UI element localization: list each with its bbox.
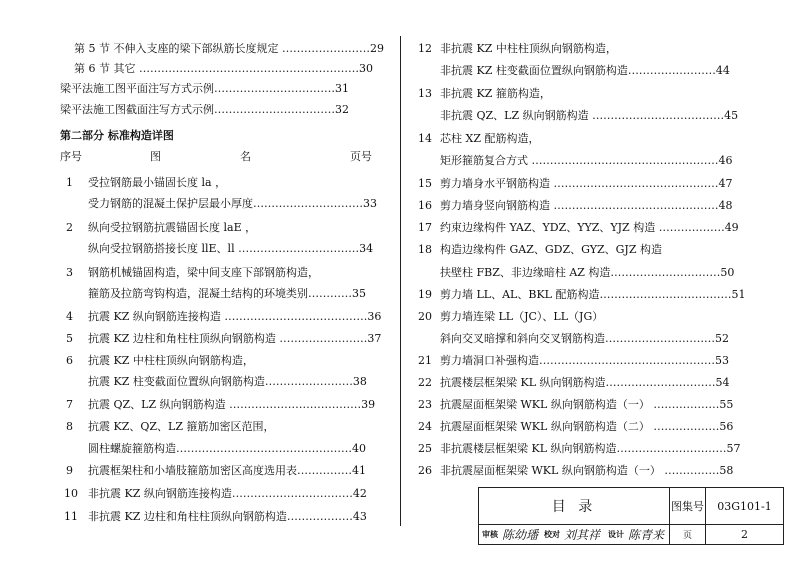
entry-num: 18: [418, 243, 432, 256]
col-seq-header: 序号: [60, 150, 82, 163]
signature-row: [479, 525, 669, 544]
atlas-no-label: 图集号: [671, 500, 704, 513]
entry-num: 17: [418, 221, 432, 234]
page-number: 2: [741, 528, 748, 541]
entry-text: 抗震屋面框架梁 WKL 纵向钢筋构造（二） ………………56: [440, 420, 734, 433]
entry-text: 圆柱螺旋箍筋构造…………………………………………40: [88, 442, 366, 455]
entry-num: 9: [66, 464, 73, 477]
entry-text: 抗震 KZ 柱变截面位置纵向钢筋构造……………………38: [88, 375, 367, 388]
entry-num: 3: [66, 266, 73, 279]
entry-num: 4: [66, 310, 73, 323]
entry-num: 6: [66, 354, 73, 367]
col-page-header: 页号: [350, 150, 372, 163]
entry-num: 12: [418, 42, 432, 55]
entry-text: 非抗震 KZ 箍筋构造，: [440, 87, 551, 100]
entry-num: 11: [64, 510, 78, 523]
check-signature: 刘其祥: [564, 528, 601, 542]
page-label: 页: [682, 531, 692, 541]
entry-num: 14: [418, 132, 432, 145]
entry-text: 构造边缘构件 GAZ、GDZ、GYZ、GJZ 构造: [440, 243, 662, 256]
entry-text: 非抗震 KZ 柱变截面位置纵向钢筋构造……………………44: [440, 64, 730, 77]
entry-text: 剪力墙洞口补强构造…………………………………………53: [440, 354, 729, 367]
entry-text: 箍筋及拉筋弯钩构造，混凝土结构的环境类别…………35: [88, 287, 366, 300]
entry-num: 2: [66, 221, 73, 234]
entry-num: 22: [418, 376, 432, 389]
title-block: [478, 487, 784, 545]
column-divider: [400, 36, 401, 526]
entry-num: 25: [418, 442, 432, 455]
entry-text: 抗震 QZ、LZ 纵向钢筋构造 ………………………………39: [88, 398, 376, 411]
entry-text: 剪力墙身竖向钢筋构造 ………………………………………48: [440, 199, 733, 212]
atlas-no: 03G101-1: [717, 499, 772, 513]
entry-num: 21: [418, 354, 432, 367]
entry-num: 15: [418, 177, 432, 190]
entry-num: 8: [66, 420, 73, 433]
col-fig1-header: 图: [150, 150, 161, 163]
entry-text: 非抗震 KZ 纵向钢筋连接构造……………………………42: [88, 487, 367, 500]
entry-num: 20: [418, 310, 432, 323]
entry-text: 非抗震屋面框架梁 WKL 纵向钢筋构造（一） ……………58: [440, 464, 734, 477]
toc-line: 第 5 节 不伸入支座的梁下部纵筋长度规定 ……………………29: [74, 42, 384, 55]
entry-text: 非抗震 QZ、LZ 纵向钢筋构造 ………………………………45: [440, 109, 739, 122]
entry-num: 13: [418, 87, 432, 100]
entry-text: 斜向交叉暗撑和斜向交叉钢筋构造…………………………52: [440, 332, 729, 345]
entry-text: 抗震 KZ 纵向钢筋连接构造 …………………………………36: [88, 310, 382, 323]
entry-text: 抗震 KZ、QZ、LZ 箍筋加密区范围，: [88, 420, 275, 433]
entry-text: 剪力墙连梁 LL（JC）、LL（JG）: [440, 310, 604, 323]
entry-num: 23: [418, 398, 432, 411]
review-label: 审核: [482, 529, 498, 539]
entry-num: 26: [418, 464, 432, 477]
entry-num: 7: [66, 398, 73, 411]
entry-text: 非抗震 KZ 边柱和角柱柱顶纵向钢筋构造………………43: [88, 510, 367, 523]
entry-text: 矩形箍筋复合方式 ……………………………………………46: [440, 154, 733, 167]
entry-text: 非抗震 KZ 中柱柱顶纵向钢筋构造，: [440, 42, 617, 55]
entry-text: 抗震楼层框架梁 KL 纵向钢筋构造…………………………54: [440, 376, 730, 389]
design-signature: 陈青来: [628, 528, 665, 542]
entry-text: 受力钢筋的混凝土保护层最小厚度…………………………33: [88, 197, 377, 210]
toc-line: 第 6 节 其它 ……………………………………………………30: [74, 62, 373, 75]
entry-num: 16: [418, 199, 432, 212]
entry-text: 抗震 KZ 边柱和角柱柱顶纵向钢筋构造 ……………………37: [88, 332, 382, 345]
entry-text: 抗震框架柱和小墙肢箍筋加密区高度选用表……………41: [88, 464, 366, 477]
entry-text: 剪力墙身水平钢筋构造 ………………………………………47: [440, 177, 733, 190]
entry-text: 纵向受拉钢筋抗震锚固长度 laE ，: [88, 221, 257, 234]
section-heading: 第二部分 标准构造详图: [60, 129, 174, 142]
entry-text: 钢筋机械锚固构造，梁中间支座下部钢筋构造，: [88, 266, 319, 279]
design-label: 设计: [608, 529, 624, 539]
entry-text: 抗震 KZ 中柱柱顶纵向钢筋构造，: [88, 354, 254, 367]
entry-num: 19: [418, 288, 432, 301]
review-signature: 陈幼璠: [502, 528, 539, 542]
drawing-title: 目 录: [551, 499, 597, 515]
entry-num: 1: [66, 176, 73, 189]
check-label: 校对: [544, 529, 560, 539]
col-fig2-header: 名: [240, 150, 251, 163]
entry-text: 芯柱 XZ 配筋构造，: [440, 132, 540, 145]
toc-line: 梁平法施工图平面注写方式示例……………………………31: [60, 82, 349, 95]
entry-num: 5: [66, 332, 73, 345]
entry-text: 剪力墙 LL、AL、BKL 配筋构造………………………………51: [440, 288, 746, 301]
entry-num: 24: [418, 420, 432, 433]
entry-text: 扶壁柱 FBZ、非边缘暗柱 AZ 构造…………………………50: [440, 266, 735, 279]
entry-text: 约束边缘构件 YAZ、YDZ、YYZ、YJZ 构造 ………………49: [440, 221, 739, 234]
entry-text: 纵向受拉钢筋搭接长度 llE、ll ……………………………34: [88, 242, 374, 255]
entry-text: 抗震屋面框架梁 WKL 纵向钢筋构造（一） ………………55: [440, 398, 734, 411]
entry-num: 10: [64, 487, 78, 500]
toc-line: 梁平法施工图截面注写方式示例……………………………32: [60, 103, 349, 116]
entry-text: 非抗震楼层框架梁 KL 纵向钢筋构造…………………………57: [440, 442, 741, 455]
entry-text: 受拉钢筋最小锚固长度 la ，: [88, 176, 227, 189]
